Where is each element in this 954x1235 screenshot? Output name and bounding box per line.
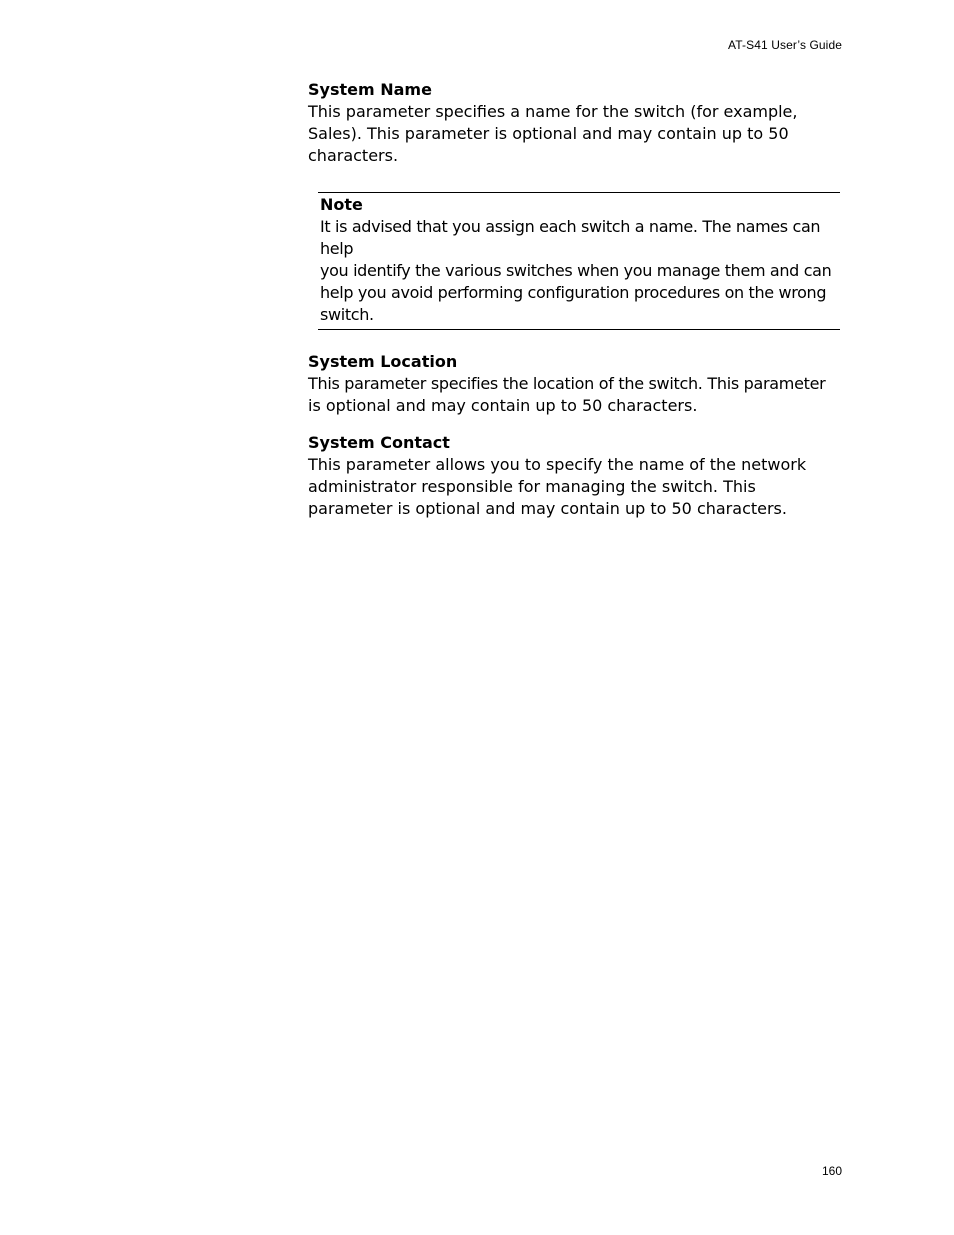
text-line: It is advised that you assign each switch a name. The names can help — [320, 217, 821, 258]
text-line: is optional and may contain up to 50 characters. — [308, 396, 698, 415]
text-line: Sales). This parameter is optional and may contain up to 50 — [308, 124, 789, 143]
section-system-name — [308, 79, 828, 167]
page-content — [308, 79, 842, 520]
text-line: you identify the various switches when you manage them and can — [320, 261, 832, 280]
note-heading: Note — [320, 195, 363, 214]
section-heading-system-contact: System Contact — [308, 433, 450, 452]
text-line: This parameter allows you to specify the name of the network — [308, 455, 807, 474]
section-heading-system-name: System Name — [308, 80, 432, 99]
section-system-location — [308, 351, 828, 417]
text-line: administrator responsible for managing the switch. This — [308, 477, 756, 496]
section-text-system-location — [308, 373, 828, 417]
section-text-system-name — [308, 101, 828, 167]
text-line: parameter is optional and may contain up to 50 characters. — [308, 499, 787, 518]
note-text — [320, 216, 840, 326]
section-heading-system-location: System Location — [308, 352, 458, 371]
text-line: switch. — [320, 305, 374, 324]
running-header: AT-S41 User’s Guide — [728, 38, 842, 52]
text-line: This parameter specifies the location of the switch. This parameter — [308, 374, 826, 393]
page-number: 160 — [821, 1164, 842, 1178]
text-line: help you avoid performing configuration procedures on the wrong — [320, 283, 827, 302]
section-system-contact — [308, 432, 828, 520]
text-line: characters. — [308, 146, 399, 165]
text-line: This parameter specifies a name for the switch (for example, — [308, 102, 798, 121]
section-text-system-contact — [308, 454, 828, 520]
note-box — [318, 192, 840, 330]
